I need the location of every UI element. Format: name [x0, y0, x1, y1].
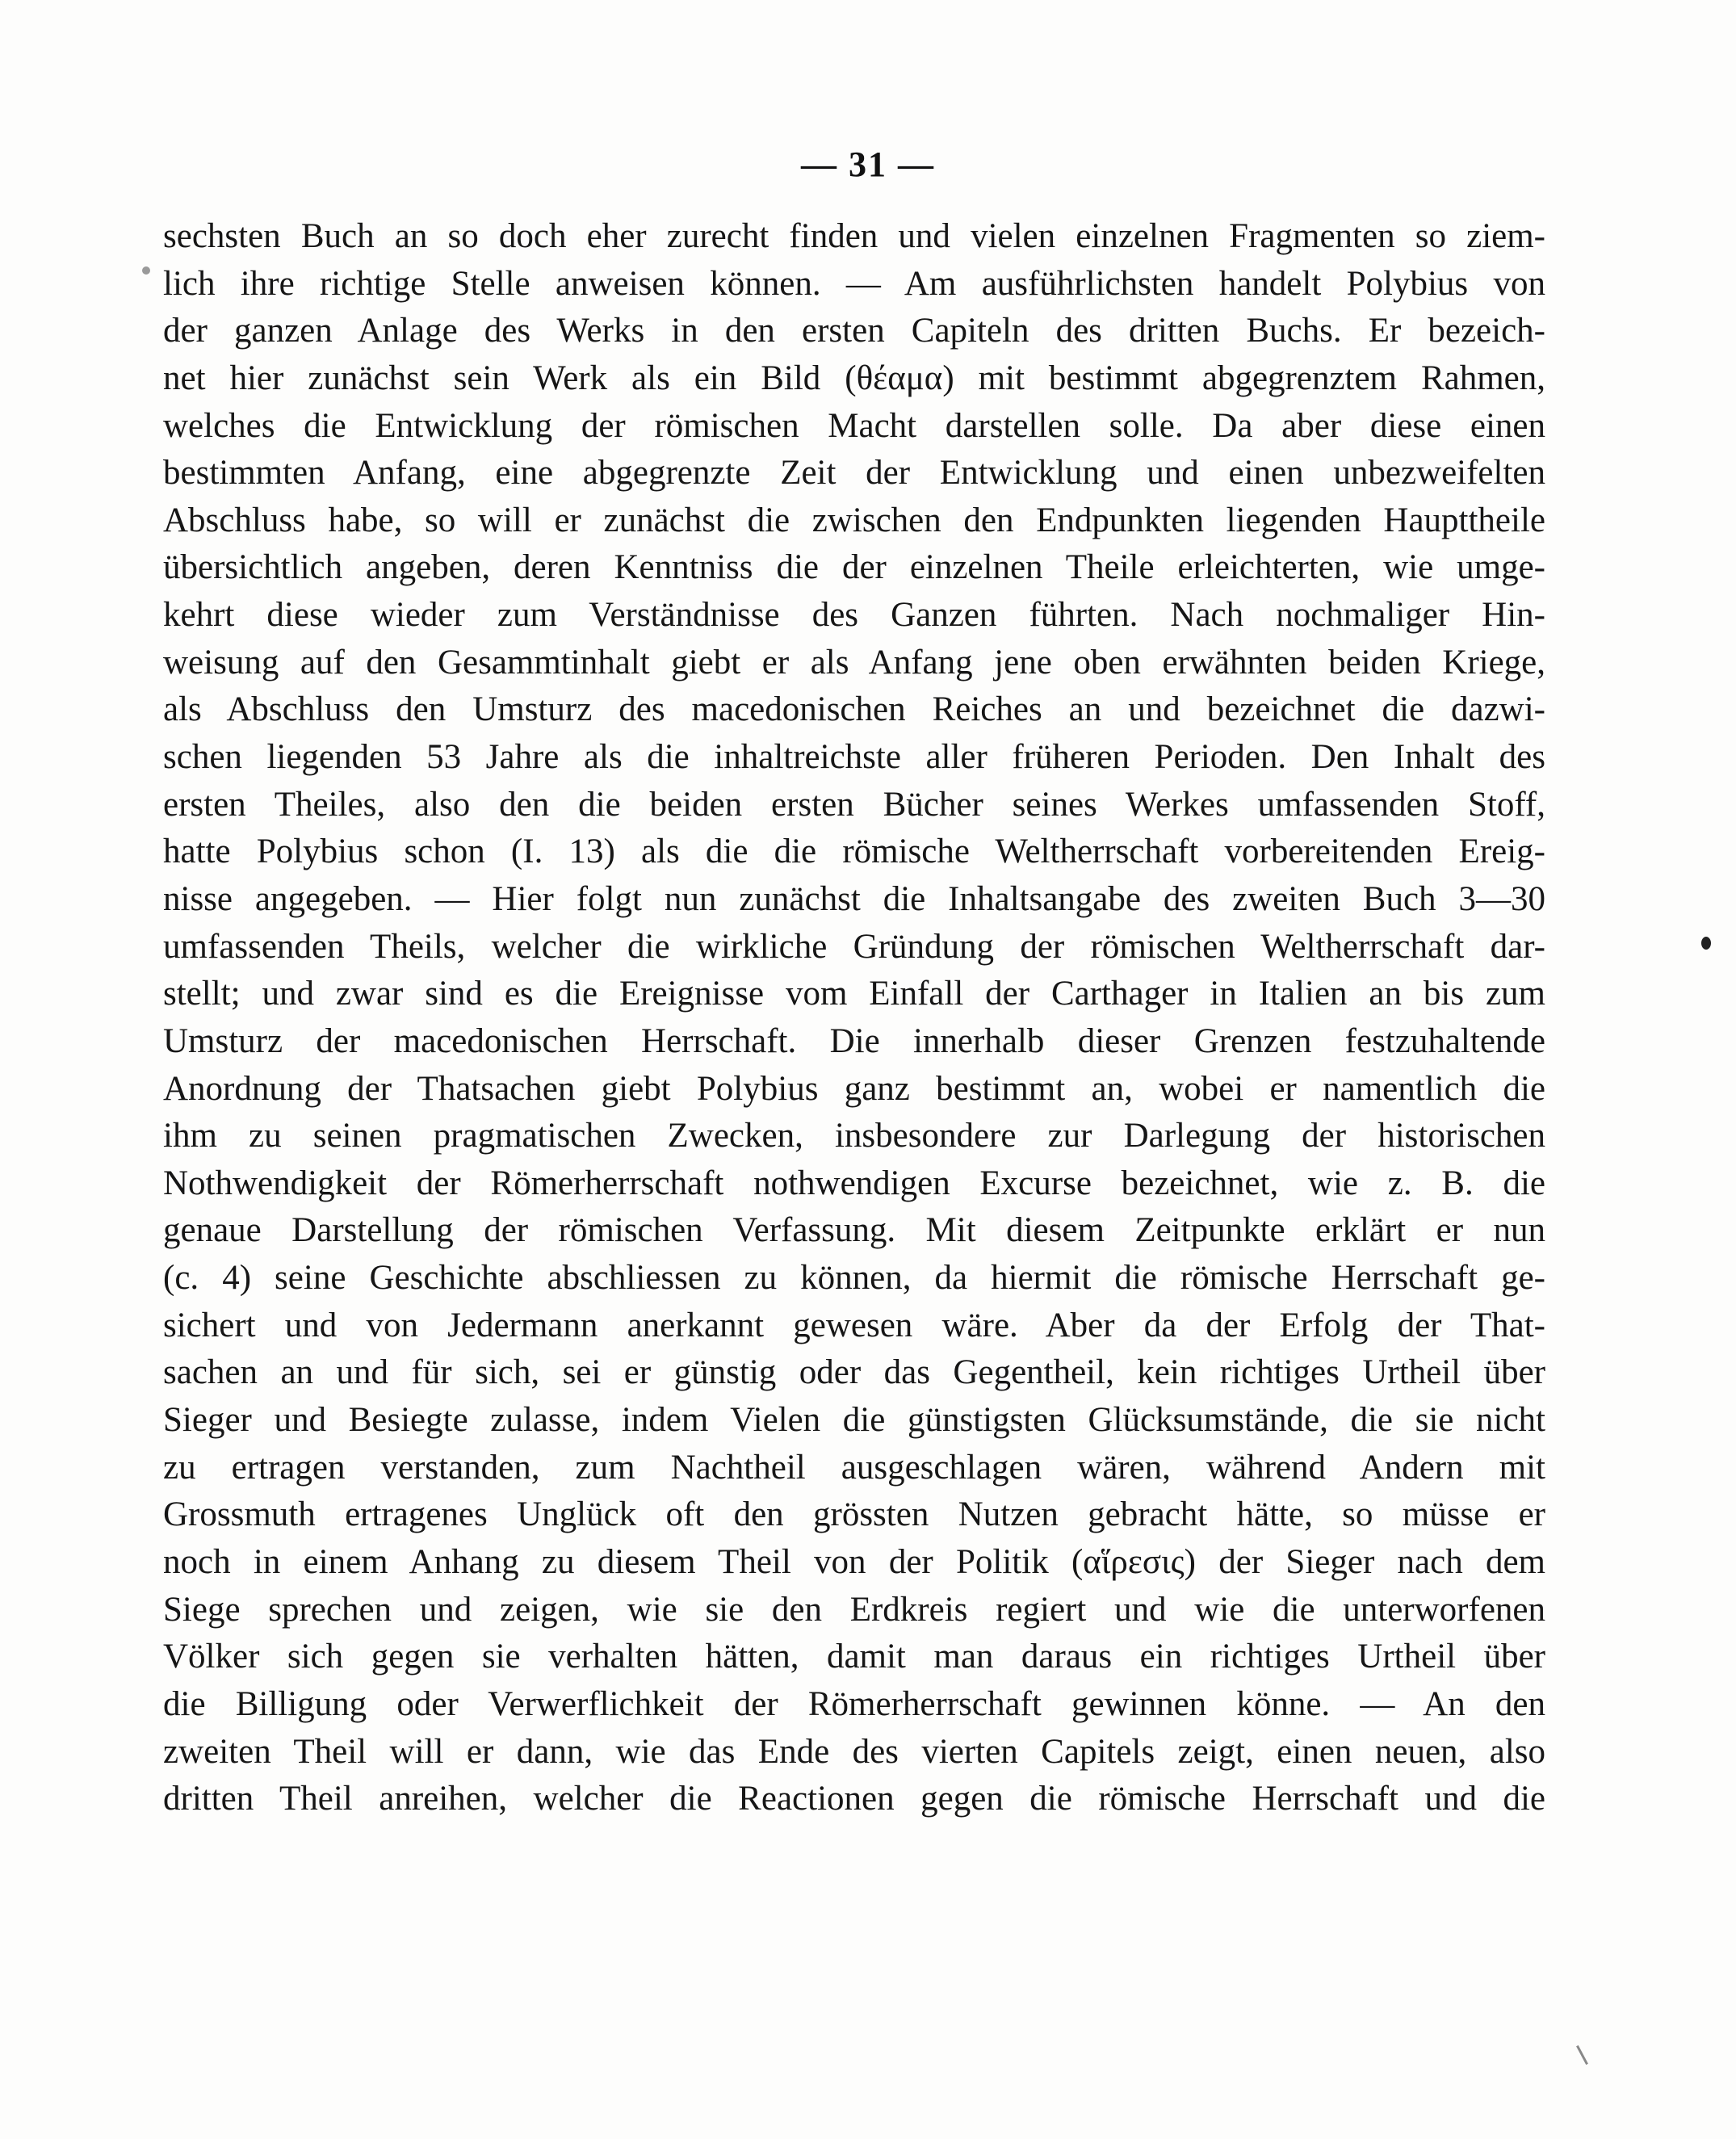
text-line: Umsturz der macedonischen Herrschaft. Die innerhalb dieser Grenzen festzuhaltende [163, 1021, 1545, 1060]
text-line: übersichtlich angeben, deren Kenntniss die der einzelnen Theile erleichterten, wie umge- [163, 548, 1545, 587]
text-line: (c. 4) seine Geschichte abschliessen zu können, da hiermit die römische Herrschaft ge- [163, 1259, 1545, 1298]
text-line: die Billigung oder Verwerflichkeit der Römerherrschaft gewinnen könne. — An den [163, 1684, 1545, 1723]
text-line: bestimmten Anfang, eine abgegrenzte Zeit der Entwicklung und einen unbezweifelten [163, 454, 1545, 493]
text-line: sichert und von Jedermann anerkannt gewesen wäre. Aber da der Erfolg der That- [163, 1306, 1545, 1344]
text-line: nisse angegeben. — Hier folgt nun zunächst die Inhaltsangabe des zweiten Buch 3—30 [163, 879, 1545, 918]
text-line: stellt; und zwar sind es die Ereignisse vom Einfall der Carthager in Italien an bis zum [163, 975, 1545, 1013]
text-line: noch in einem Anhang zu diesem Theil von der Politik (αἵρεσις) der Sieger nach dem [163, 1542, 1545, 1581]
text-line: kehrt diese wieder zum Verständnisse des Ganzen führten. Nach nochmaliger Hin- [163, 596, 1545, 635]
text-line: Grossmuth ertragenes Unglück oft den grössten Nutzen gebracht hätte, so müsse er [163, 1495, 1545, 1534]
text-line: Abschluss habe, so will er zunächst die zwischen den Endpunkten liegenden Haupttheile [163, 501, 1545, 539]
text-line: genaue Darstellung der römischen Verfassung. Mit diesem Zeitpunkte erklärt er nun [163, 1211, 1545, 1250]
text-line: als Abschluss den Umsturz des macedonischen Reiches an und bezeichnet die dazwi- [163, 690, 1545, 729]
text-line: Anordnung der Thatsachen giebt Polybius ganz bestimmt an, wobei er namentlich die [163, 1069, 1545, 1108]
text-line: der ganzen Anlage des Werks in den ersten Capiteln des dritten Buchs. Er bezeich- [163, 312, 1545, 350]
text-line: Sieger und Besiegte zulasse, indem Vielen die günstigsten Glücksumstände, die sie nicht [163, 1401, 1545, 1440]
page-number: — 31 — [801, 145, 935, 184]
text-line: sechsten Buch an so doch eher zurecht finden und vielen einzelnen Fragmenten so ziem- [163, 217, 1545, 255]
text-line: Völker sich gegen sie verhalten hätten, damit man daraus ein richtiges Urtheil über [163, 1638, 1545, 1676]
text-line: ersten Theiles, also den die beiden ersten Bücher seines Werkes umfassenden Stoff, [163, 785, 1545, 824]
text-line: dritten Theil anreihen, welcher die Reactionen gegen die römische Herrschaft und die [163, 1780, 1545, 1818]
text-line: Nothwendigkeit der Römerherrschaft nothwendigen Excurse bezeichnet, wie z. B. die [163, 1164, 1545, 1202]
text-line: welches die Entwicklung der römischen Macht darstellen solle. Da aber diese einen [163, 406, 1545, 445]
text-line: umfassenden Theils, welcher die wirkliche Gründung der römischen Weltherrschaft dar- [163, 927, 1545, 966]
ink-dot [1701, 937, 1711, 950]
text-line: zu ertragen verstanden, zum Nachtheil ausgeschlagen wären, während Andern mit [163, 1448, 1545, 1487]
ink-speck [142, 266, 150, 275]
text-line: ihm zu seinen pragmatischen Zwecken, insbesondere zur Darlegung der historischen [163, 1117, 1545, 1155]
text-line: schen liegenden 53 Jahre als die inhaltreichste aller früheren Perioden. Den Inhalt des [163, 738, 1545, 777]
text-line: sachen an und für sich, sei er günstig oder das Gegentheil, kein richtiges Urtheil über [163, 1353, 1545, 1392]
ink-scratch [1576, 2045, 1588, 2065]
text-line: lich ihre richtige Stelle anweisen können. — Am ausführlichsten handelt Polybius von [163, 264, 1545, 303]
body-text [163, 213, 1545, 1823]
text-line: hatte Polybius schon (I. 13) als die die römische Weltherrschaft vorbereitenden Ereig- [163, 833, 1545, 871]
text-line: net hier zunächst sein Werk als ein Bild (θέαμα) mit bestimmt abgegrenztem Rahmen, [163, 359, 1545, 397]
text-line: Siege sprechen und zeigen, wie sie den Erdkreis regiert und wie die unterworfenen [163, 1590, 1545, 1629]
text-line: zweiten Theil will er dann, wie das Ende des vierten Capitels zeigt, einen neuen, also [163, 1732, 1545, 1771]
text-line: weisung auf den Gesammtinhalt giebt er als Anfang jene oben erwähnten beiden Kriege, [163, 643, 1545, 682]
